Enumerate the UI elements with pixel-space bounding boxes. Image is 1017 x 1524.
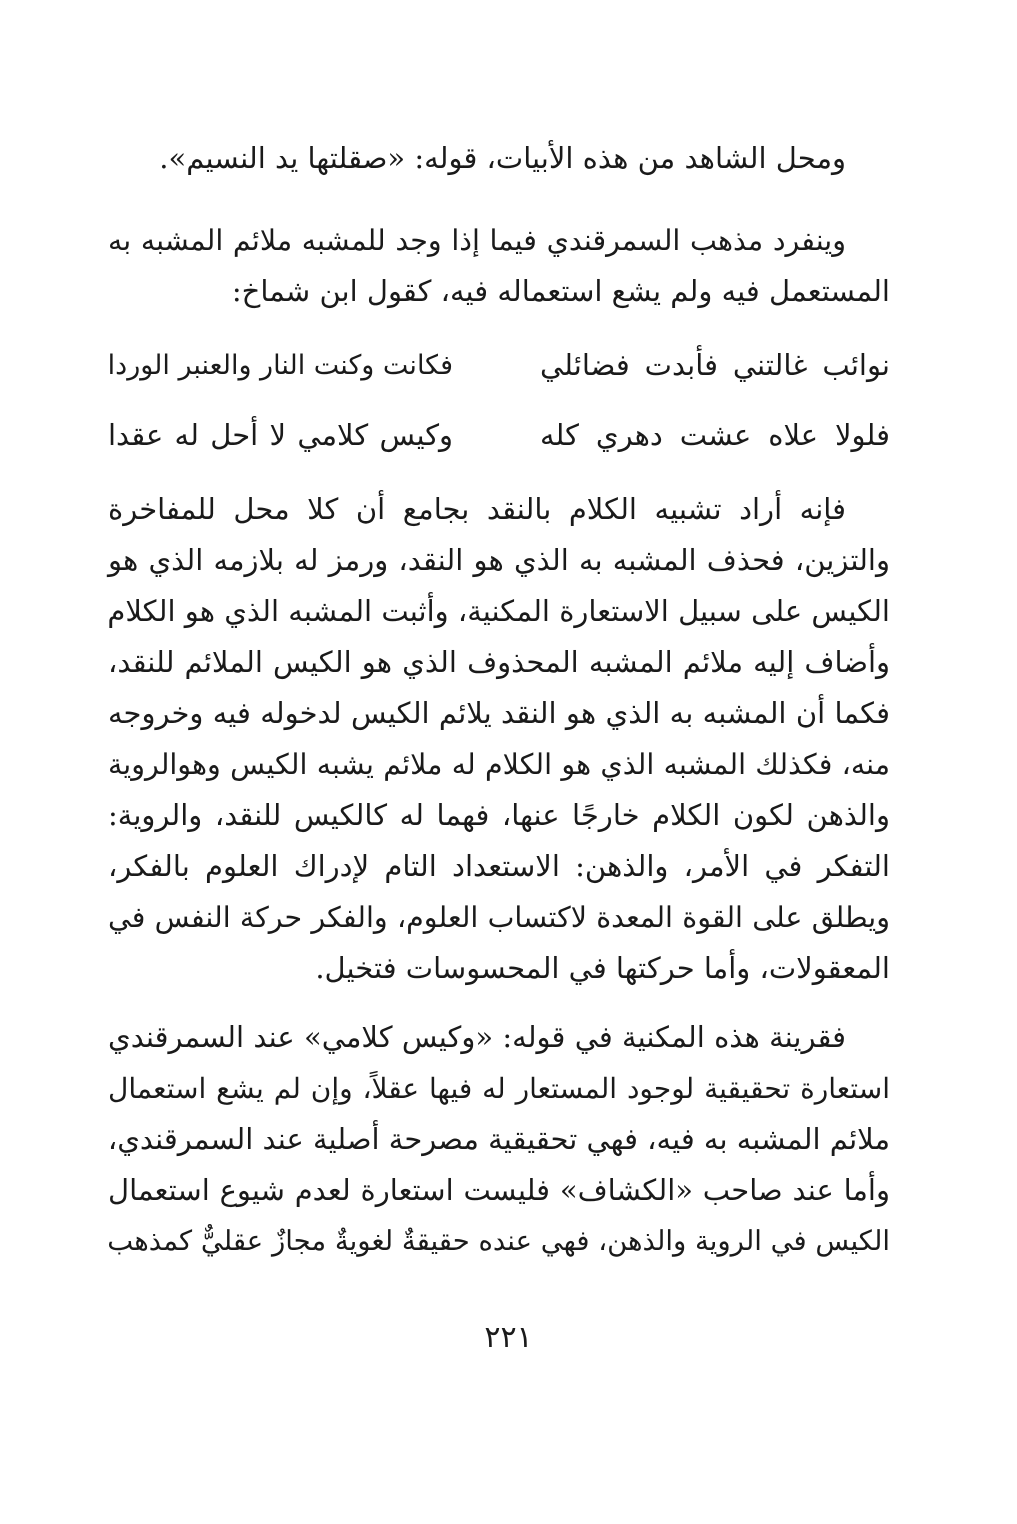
paragraph-line: فإنه أراد تشبيه الكلام بالنقد بجامع أن كلا محل للمفاخرة xyxy=(108,492,846,526)
paragraph-line: ويطلق على القوة المعدة لاكتساب العلوم، والفكر حركة النفس في xyxy=(108,901,890,934)
paragraph-3 xyxy=(108,484,890,994)
paragraph-line: الكيس في الروية والذهن، فهي عنده حقيقةٌ لغويةٌ مجازٌ عقليٌّ كمذهب xyxy=(107,1225,890,1257)
verse-first-hemistich: نوائب غالتني فأبدت فضائلي xyxy=(540,348,890,382)
paragraph-line: فقرينة هذه المكنية في قوله: «وكيس كلامي» عند السمرقندي xyxy=(108,1020,846,1054)
paragraph-1 xyxy=(108,133,890,184)
paragraph-line: ملائم المشبه به فيه، فهي تحقيقية مصرحة أصلية عند السمرقندي، xyxy=(107,1122,890,1156)
paragraph-line: فكما أن المشبه به الذي هو النقد يلائم الكيس لدخوله فيه وخروجه xyxy=(108,696,890,730)
paragraph-2 xyxy=(108,215,890,317)
paragraph-line: منه، فكذلك المشبه الذي هو الكلام له ملائم يشبه الكيس وهوالروية xyxy=(108,748,890,781)
paragraph-line: ومحل الشاهد من هذه الأبيات، قوله: «صقلتها يد النسيم». xyxy=(159,141,846,175)
paragraph-line: استعارة تحقيقية لوجود المستعار له فيها عقلاً، وإن لم يشع استعمال xyxy=(108,1072,890,1105)
verse-second-hemistich: فكانت وكنت النار والعنبر الوردا xyxy=(107,350,453,381)
paragraph-line: وأضاف إليه ملائم المشبه المحذوف الذي هو الكيس الملائم للنقد، xyxy=(108,645,890,679)
paragraph-line: المستعمل فيه ولم يشع استعماله فيه، كقول ابن شماخ: xyxy=(231,274,890,308)
poem-verse xyxy=(108,410,890,461)
paragraph-line: وينفرد مذهب السمرقندي فيما إذا وجد للمشبه ملائم المشبه به xyxy=(108,224,846,257)
paragraph-line: المعقولات، وأما حركتها في المحسوسات فتخيل. xyxy=(315,951,890,985)
paragraph-4 xyxy=(108,1012,890,1267)
page-number: ٢٢١ xyxy=(484,1320,533,1355)
verse-second-hemistich: وكيس كلامي لا أحل له عقدا xyxy=(108,418,453,452)
verse-first-hemistich: فلولا علاه عشت دهري كله xyxy=(540,418,890,452)
paragraph-line: والذهن لكون الكلام خارجًا عنها، فهما له كالكيس للنقد، والروية: xyxy=(108,798,890,832)
paragraph-line: التفكر في الأمر، والذهن: الاستعداد التام لإدراك العلوم بالفكر، xyxy=(108,849,890,883)
paragraph-line: والتزين، فحذف المشبه به الذي هو النقد، ورمز له بلازمه الذي هو xyxy=(108,543,890,577)
paragraph-line: الكيس على سبيل الاستعارة المكنية، وأثبت المشبه الذي هو الكلام xyxy=(107,594,890,628)
paragraph-line: وأما عند صاحب «الكشاف» فليست استعارة لعدم شيوع استعمال xyxy=(108,1173,890,1207)
poem-verse xyxy=(108,340,890,391)
